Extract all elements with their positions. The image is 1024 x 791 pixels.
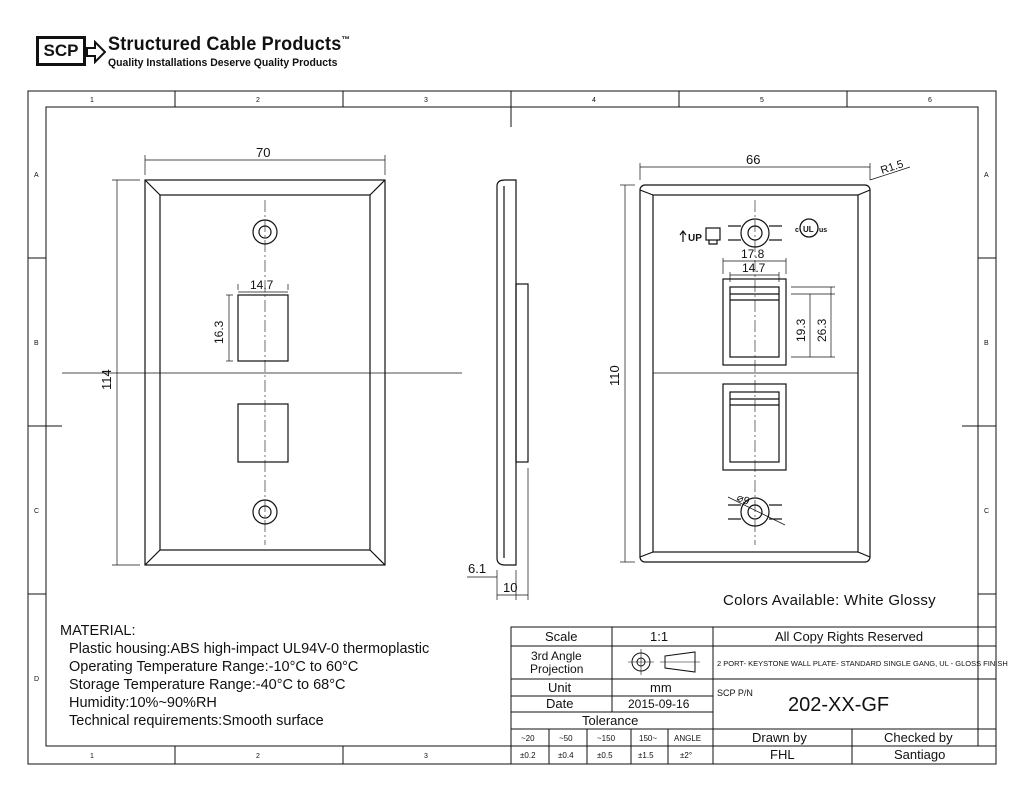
svg-text:us: us [819,227,828,234]
drawn-by-value: FHL [770,747,795,762]
tol-range-2: ~50 [559,734,573,743]
scale-label: Scale [545,629,578,644]
material-notes [60,622,429,730]
front-width-dim: 70 [256,145,271,160]
back-view [620,163,910,562]
side-view [467,180,528,600]
company-name: Structured Cable Products™ [108,34,351,55]
scale-value: 1:1 [650,629,669,644]
tol-value-2: ±0.4 [558,751,574,760]
back-hole-dim: ⌀9 [734,491,752,508]
svg-text:c: c [795,227,799,234]
row-label-d: D [34,676,40,683]
row-label-c: C [34,508,40,515]
svg-text:UL: UL [803,225,814,234]
tol-range-1: ~20 [521,734,535,743]
col-label-3-bottom: 3 [424,753,428,760]
row-label-a: A [34,172,39,179]
colors-available: Colors Available: White Glossy [723,592,936,609]
material-line: Storage Temperature Range:-40°C to 68°C [69,677,346,693]
projection-label-line2: Projection [530,662,584,676]
front-opening-width-dim: 14.7 [250,278,274,292]
unit-label: Unit [548,680,572,695]
material-line: Technical requirements:Smooth surface [69,713,324,729]
col-label-2: 2 [256,97,260,104]
material-heading: MATERIAL: [60,623,136,639]
tol-range-5: ANGLE [674,734,702,743]
col-label-6: 6 [928,97,932,104]
back-d2-dim: 14.7 [742,261,766,275]
tol-value-5: ±2° [680,751,693,760]
date-value: 2015-09-16 [628,697,690,711]
back-h1-dim: 19.3 [794,318,808,342]
drawn-by-label: Drawn by [752,730,807,745]
row-label-b-right: B [984,340,989,347]
material-line: Plastic housing:ABS high-impact UL94V-0 thermoplastic [69,641,430,657]
company-tagline: Quality Installations Deserve Quality Products [108,57,338,69]
back-height-dim: 110 [607,365,622,386]
col-label-3: 3 [424,97,428,104]
row-label-c-right: C [984,508,990,515]
row-label-b: B [34,340,39,347]
col-label-2-bottom: 2 [256,753,260,760]
checked-by-label: Checked by [884,730,953,745]
row-label-a-right: A [984,172,989,179]
tol-value-3: ±0.5 [597,751,613,760]
back-d1-dim: 17.8 [741,247,765,261]
back-h2-dim: 26.3 [815,318,829,342]
up-label: UP [688,233,702,244]
front-view [62,155,462,565]
side-depth-dim: 6.1 [468,561,487,576]
tol-value-4: ±1.5 [638,751,654,760]
checked-by-value: Santiago [894,747,946,762]
col-label-1: 1 [90,97,94,104]
col-label-1-bottom: 1 [90,753,94,760]
side-total-dim: 10 [503,580,518,595]
back-width-dim: 66 [746,152,761,167]
col-label-5: 5 [760,97,764,104]
col-label-4: 4 [592,97,596,104]
material-line: Humidity:10%~90%RH [69,695,217,711]
tol-range-3: ~150 [597,734,616,743]
date-label: Date [546,696,574,711]
logo-mark-text: SCP [43,41,79,60]
tolerance-label: Tolerance [582,713,639,728]
tol-range-4: 150~ [639,734,658,743]
projection-label-line1: 3rd Angle [531,649,582,663]
part-description: 2 PORT- KEYSTONE WALL PLATE- STANDARD SINGLE GANG, UL - GLOSS FINISH [717,659,1008,668]
unit-value: mm [650,680,672,695]
back-radius-dim: R1.5 [879,158,906,177]
part-number-label: SCP P/N [717,688,753,698]
copyright-text: All Copy Rights Reserved [775,629,924,644]
ul-listed-icon [795,219,827,237]
material-line: Operating Temperature Range:-10°C to 60°C [69,659,359,675]
tol-value-1: ±0.2 [520,751,536,760]
part-number-value: 202-XX-GF [788,694,890,716]
front-height-dim: 114 [99,369,114,390]
front-opening-height-dim: 16.3 [212,320,226,344]
